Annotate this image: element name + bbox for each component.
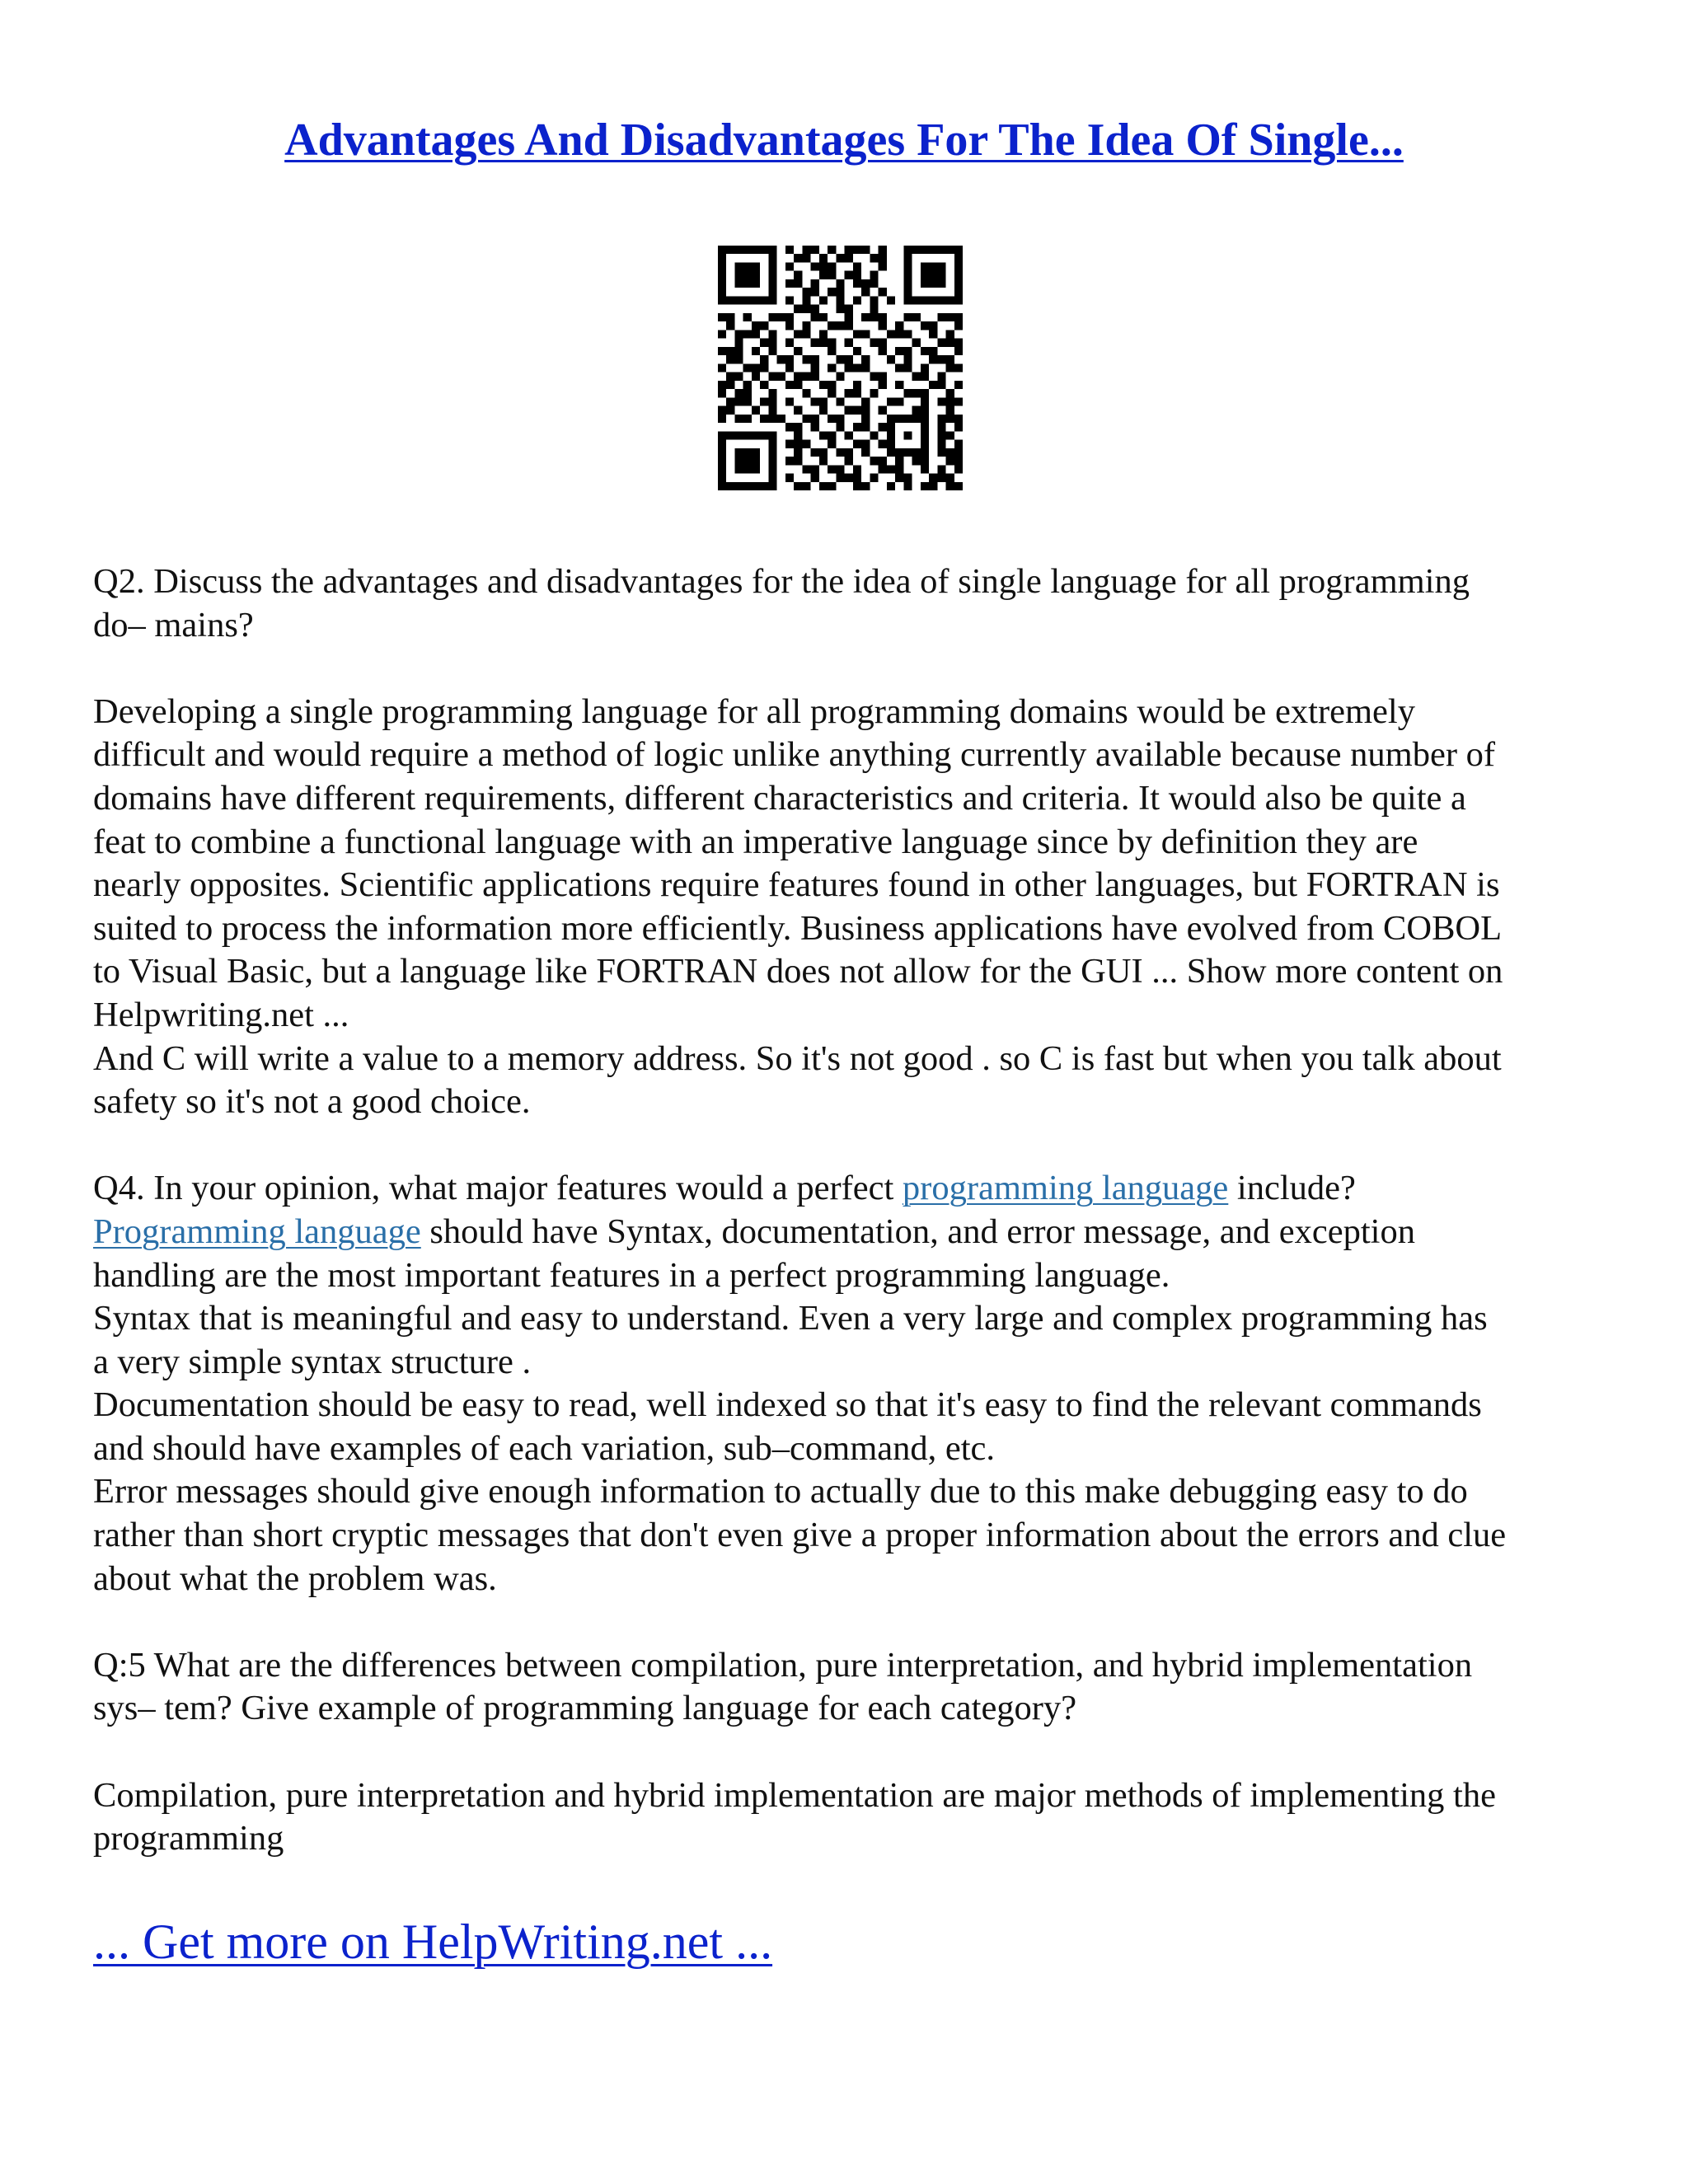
q4-answer-line-9: rather than short cryptic messages that don't even give a proper information about the errors and clue [93,1516,1507,1555]
q2-answer-line-2: difficult and would require a method of logic unlike anything currently available because number of [93,735,1496,775]
paragraph-gap [93,1124,1601,1168]
q4-answer-line-5: a very simple syntax structure . [93,1342,532,1381]
q4-answer-line-8: Error messages should give enough information to actually due to this make debugging easy to do [93,1472,1468,1511]
paragraph-gap [93,1731,1601,1774]
q2-question-line-2: do– mains? [93,605,254,644]
q2-answer-line-4: feat to combine a functional language with an imperative language since by definition they are [93,822,1418,861]
q5-answer-line-2: programming [93,1819,284,1858]
q4-answer-line-4: Syntax that is meaningful and easy to understand. Even a very large and complex programming has [93,1299,1488,1338]
q2-answer-line-3: domains have different requirements, different characteristics and criteria. It would also be quite a [93,778,1466,818]
q4-answer-line-6: Documentation should be easy to read, well indexed so that it's easy to find the relevant commands [93,1385,1482,1425]
q2-answer-line-9: And C will write a value to a memory address. So it's not good . so C is fast but when you talk about [93,1038,1502,1078]
title-wrap [0,114,1688,166]
paragraph-gap [93,1601,1601,1644]
q2-answer-line-7: to Visual Basic, but a language like FORTRAN does not allow for the GUI ... Show more content on [93,952,1503,991]
q2-answer-line-8: Helpwriting.net ... [93,995,349,1034]
get-more-link[interactable]: ... Get more on HelpWriting.net ... [93,1915,773,1969]
qr-code-icon [718,246,963,490]
q4-answer-line-7: and should have examples of each variation, sub–command, etc. [93,1428,996,1468]
q4-answer-line-2 [93,1211,1601,1254]
q2-answer-line-6: suited to process the information more efficiently. Business applications have evolved from COBOL [93,908,1503,948]
q2-question-line-1: Q2. Discuss the advantages and disadvantages for the idea of single language for all programming [93,562,1470,601]
paragraph-gap [93,647,1601,691]
q2-answer-line-10: safety so it's not a good choice. [93,1082,531,1122]
q2-answer-line-5: nearly opposites. Scientific applications require features found in other languages, but FORTRAN is [93,865,1500,905]
page-title-link[interactable]: Advantages And Disadvantages For The Idea Of Single... [284,115,1404,166]
q4-answer-line-10: about what the problem was. [93,1558,497,1598]
q5-answer-line-1: Compilation, pure interpretation and hybrid implementation are major methods of implementing the [93,1775,1496,1815]
programming-language-link[interactable]: programming language [902,1169,1229,1208]
q2-answer-line-1: Developing a single programming language for all programming domains would be extremely [93,691,1415,731]
article-body [93,560,1601,1861]
q4-question-end: include? [1228,1169,1356,1208]
q4-question-line [93,1167,1601,1211]
q4-answer-line-3: handling are the most important features in a perfect programming language. [93,1255,1170,1295]
programming-language-link-2[interactable]: Programming language [93,1212,421,1251]
q5-question-line-1: Q:5 What are the differences between compilation, pure interpretation, and hybrid implementation [93,1645,1473,1685]
q5-question-line-2: sys– tem? Give example of programming language for each category? [93,1689,1077,1728]
q4-answer-line-2-text: should have Syntax, documentation, and error message, and exception [420,1212,1415,1251]
q4-question-text: Q4. In your opinion, what major features would a perfect [93,1169,903,1208]
